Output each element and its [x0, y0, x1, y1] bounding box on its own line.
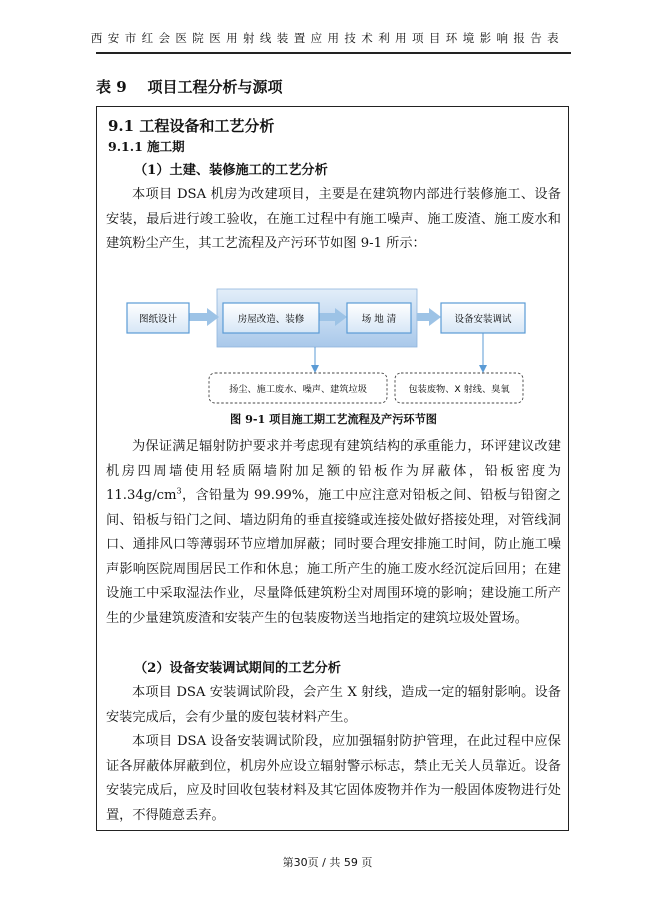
paragraph-2-text-a: 为保证满足辐射防护要求并考虑现有建筑结构的承重能力，环评建议改建机房四周墙使用轻质隔墙附加足额的铅板作为屏蔽体，铅板密度为 11.34g/cm: [106, 439, 561, 503]
step-label-2: 房屋改造、装修: [237, 314, 305, 325]
process-flow-diagram: [123, 283, 553, 409]
down-arrow-left-head: [311, 365, 319, 373]
down-arrow-right-head: [479, 365, 487, 373]
header-rule: [96, 52, 571, 54]
table-title: 表 9 项目工程分析与源项: [96, 78, 283, 96]
figure-caption: 图 9-1 项目施工期工艺流程及产污环节图: [229, 412, 437, 426]
page-header: 西安市红会医院医用射线装置应用技术利用项目环境影响报告表: [90, 31, 565, 45]
step-label-3: 场 地 清: [361, 314, 397, 325]
paragraph-3: 本项目 DSA 安装调试阶段，会产生 X 射线，造成一定的辐射影响。设备安装完成后，会有少量的废包装材料产生。: [106, 685, 561, 725]
pollutant-label-left: 扬尘、施工废水、噪声、建筑垃圾: [229, 384, 367, 395]
paragraph-1: 本项目 DSA 机房为改建项目，主要是在建筑物内部进行装修施工、设备安装，最后进行竣工验收，在施工过程中有施工噪声、施工废渣、施工废水和建筑粉尘产生，其工艺流程及产污环节如图 9-1 所示：: [106, 187, 561, 251]
item1-title: （1）土建、装修施工的工艺分析: [134, 163, 328, 178]
section-title: 9.1 工程设备和工艺分析: [108, 117, 275, 135]
content-box: [96, 106, 569, 831]
arrow-1: [189, 308, 219, 326]
paragraph-2: [106, 435, 561, 631]
paragraph-4: 本项目 DSA 设备安装调试阶段，应加强辐射防护管理，在此过程中应保证各屏蔽体屏蔽到位，机房外应设立辐射警示标志，禁止无关人员靠近。设备安装完成后，应及时回收包装材料及其它固体废物并作为一般固体废物进行处置，不得随意丢弃。: [106, 734, 561, 823]
paragraph-2-superscript: 3: [176, 486, 182, 496]
step-label-4: 设备安装调试: [454, 314, 512, 325]
item2-title: （2）设备安装调试期间的工艺分析: [134, 661, 341, 676]
pollutant-label-right: 包装废物、X 射线、臭氧: [408, 384, 510, 395]
subsection-title: 9.1.1 施工期: [108, 139, 185, 154]
page-footer: 第30页 / 共 59 页: [282, 856, 373, 869]
arrow-3: [417, 308, 441, 326]
paragraph-2-text-b: ，含铅量为 99.99%，施工中应注意对铅板之间、铅板与铅窗之间、铅板与铅门之间、墙边阴角的垂直接缝或连接处做好搭接处理，对管线洞口、通排风口等薄弱环节应增加屏蔽；同时要合理安排施工时间，防止施工噪声影响医院周围居民工作和休息；施工所产生的施工废水经沉淀后回用；在建设施工中采取湿法作业，尽量降低建筑粉尘对周围环境的影响；建设施工所产生的少量建筑废渣和安装产生的包装废物送当地指定的建筑垃圾处置场。: [106, 488, 561, 626]
step-label-1: 图纸设计: [138, 314, 178, 325]
